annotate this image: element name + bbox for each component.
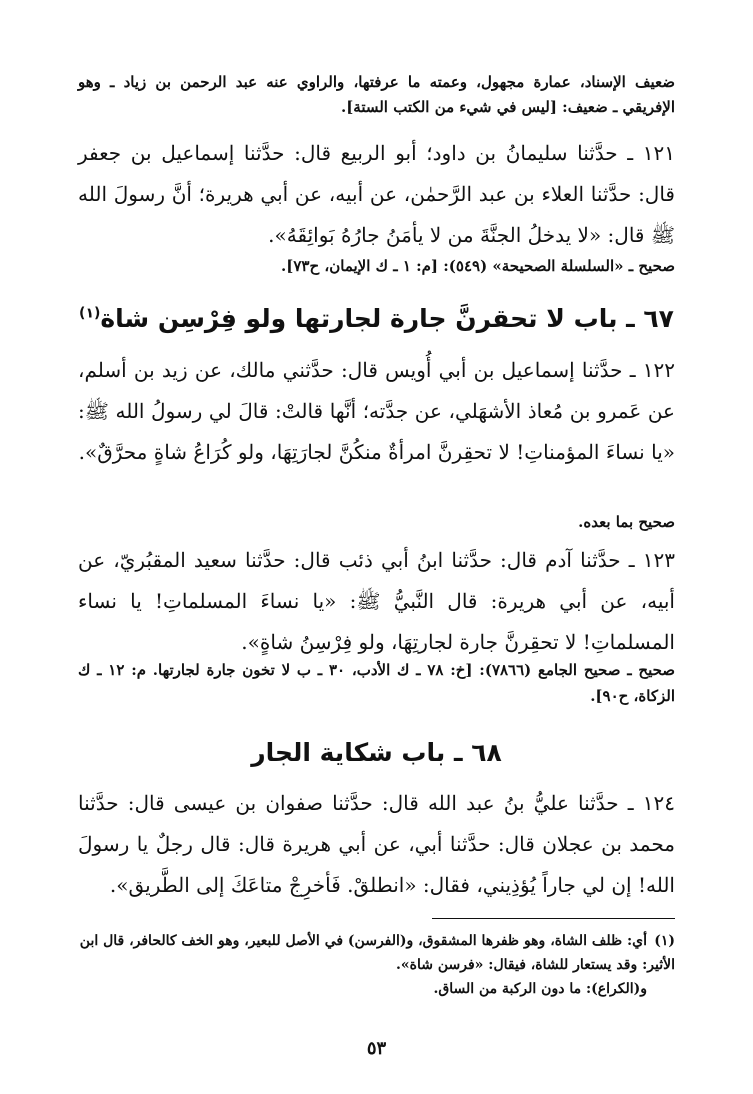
intro-note: ضعيف الإسناد، عمارة مجهول، وعمته ما عرفتها، والراوي عنه عبد الرحمن بن زياد ـ وهو الإفريقي ـ ضعيف: [ليس في شيء من الكتب الستة]. xyxy=(78,73,675,116)
hadith-124: ١٢٤ ـ حدَّثنا عليُّ بنُ عبد الله قال: حدَّثنا صفوان بن عيسى قال: حدَّثنا محمد بن عجلان قال: حدَّثنا أبي، عن أبي هريرة قال: قال رجلٌ يا رسولَ الله! إن لي جاراً يُؤذِيني، فقال: «انطلقْ. فَأخرِجْ متاعَكَ إلى الطَّريق». xyxy=(78,791,675,897)
page-number: ٥٣ xyxy=(366,1038,387,1059)
footnote-number: (١) xyxy=(654,933,675,949)
hadith-123: ١٢٣ ـ حدَّثنا آدم قال: حدَّثنا ابنُ أبي ذئب قال: حدَّثنا سعيد المقبُريّ، عن أبيه، عن أبي هريرة: قال النَّبيُّ ﷺ: «يا نساءَ المسلماتِ! يا نساء المسلماتِ! لا تحقِرنَّ جارة لجارتِهَا، ولو فِرْسِنُ شاةٍ». xyxy=(78,548,675,654)
hadith-121-reference xyxy=(78,253,675,279)
chapter-67-title: ٦٧ ـ باب لا تحقرنَّ جارة لجارتها ولو فِرْسِن شاة xyxy=(100,304,674,333)
footnote-line-1 xyxy=(78,929,675,977)
footnote-marker: (١) xyxy=(79,305,101,322)
hadith-123-reference xyxy=(78,657,675,709)
chapter-67-heading xyxy=(78,304,675,333)
footnote xyxy=(78,929,675,1001)
hadith-122: ١٢٢ ـ حدَّثنا إسماعيل بن أبي أُويس قال: حدَّثني مالك، عن زيد بن أسلم، عن عَمرو بن مُعاذ الأشهَلي، عن جدَّته؛ أنَّها قالتْ: قالَ لي رسولُ الله ﷺ: «يا نساءَ المؤمناتِ! لا تحقِرنَّ امرأةٌ منكُنَّ لجارَتِهَا، ولو كُرَاعُ شاةٍ محرَّقٌ». xyxy=(78,358,675,464)
chapter-68-heading: ٦٨ ـ باب شكاية الجار xyxy=(251,738,502,767)
reference-text: «السلسلة الصحيحة» (٥٤٩): [م: ١ ـ ك الإيمان، ح٧٣]. xyxy=(281,257,624,275)
footnote-separator xyxy=(432,918,675,919)
grade-label: صحيح ـ xyxy=(628,257,675,275)
footnote-line-2: و(الكراع): ما دون الركبة من الساق. xyxy=(433,981,647,997)
footnote-text-1: أي: ظلف الشاة، وهو ظفرها المشقوق، و(الفرسن) في الأصل للبعير، وهو الخف كالحافر، قال ابن الأثير: وقد يستعار للشاة، فيقال: «فرسن شاة». xyxy=(79,933,675,973)
grade-label: صحيح ـ xyxy=(627,661,676,679)
hadith-122-reference: صحيح بما بعده. xyxy=(578,513,675,531)
hadith-121: ١٢١ ـ حدَّثنا سليمانُ بن داود؛ أبو الربيع قال: حدَّثنا إسماعيل بن جعفر قال: حدَّثنا العلاء بن عبد الرَّحمٰن، عن أبيه، عن أبي هريرة؛ أنَّ رسولَ الله ﷺ قال: «لا يدخلُ الجنَّةَ من لا يأمَنُ جارُهُ بَوائِقَهُ». xyxy=(78,141,675,247)
reference-text: صحيح الجامع (٧٨٦٦): [خ: ٧٨ ـ ك الأدب، ٣٠ ـ ب لا تخون جارة لجارتها. م: ١٢ ـ ك الزكاة، ح٩٠]. xyxy=(78,661,675,705)
